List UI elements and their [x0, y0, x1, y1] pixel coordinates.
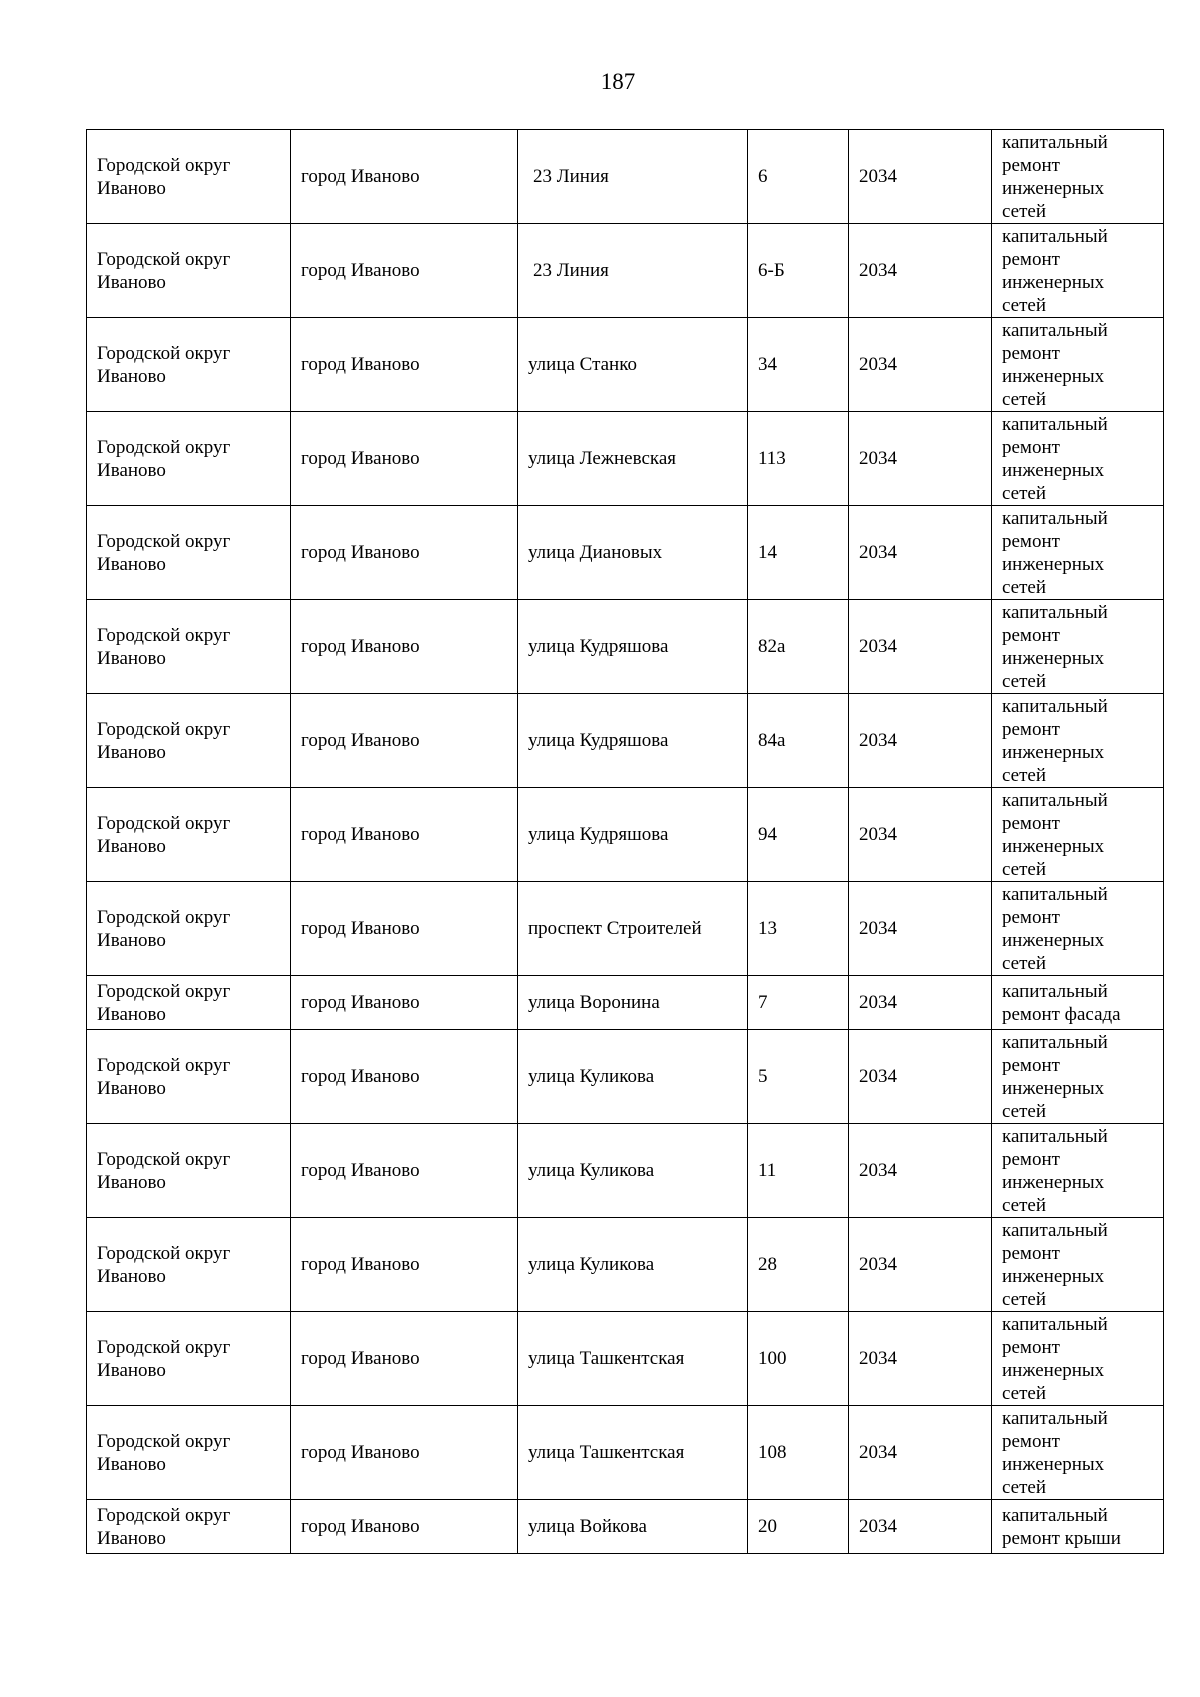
district-text: Городской округ Иваново [97, 1430, 231, 1475]
table-row [87, 224, 1164, 318]
work-type-text: капитальный ремонт инженерных сетей [1002, 1031, 1108, 1122]
work-type-text: капитальный ремонт инженерных сетей [1002, 789, 1108, 880]
cell-district [87, 318, 291, 412]
work-type-text: капитальный ремонт инженерных сетей [1002, 131, 1108, 222]
cell-work-type [992, 976, 1164, 1030]
district-text: Городской округ Иваново [97, 906, 231, 951]
cell-district [87, 506, 291, 600]
cell-district [87, 882, 291, 976]
cell-year: 2034 [849, 1030, 992, 1124]
cell-work-type [992, 788, 1164, 882]
district-text: Городской округ Иваново [97, 1054, 231, 1099]
cell-street: улица Станко [518, 318, 748, 412]
district-text: Городской округ Иваново [97, 436, 231, 481]
cell-year: 2034 [849, 224, 992, 318]
work-type-text: капитальный ремонт инженерных сетей [1002, 695, 1108, 786]
table-body [87, 130, 1164, 1554]
cell-city: город Иваново [291, 788, 518, 882]
cell-year: 2034 [849, 1218, 992, 1312]
table-row [87, 1030, 1164, 1124]
table-row [87, 694, 1164, 788]
cell-house-number: 28 [748, 1218, 849, 1312]
cell-city: город Иваново [291, 130, 518, 224]
cell-work-type [992, 1218, 1164, 1312]
table-row [87, 506, 1164, 600]
table-row [87, 1406, 1164, 1500]
cell-work-type [992, 1500, 1164, 1554]
cell-district [87, 224, 291, 318]
cell-work-type [992, 1406, 1164, 1500]
table-row [87, 600, 1164, 694]
work-type-text: капитальный ремонт инженерных сетей [1002, 1219, 1108, 1310]
cell-district [87, 1312, 291, 1406]
cell-house-number: 11 [748, 1124, 849, 1218]
cell-year: 2034 [849, 694, 992, 788]
cell-street: улица Куликова [518, 1030, 748, 1124]
cell-city: город Иваново [291, 976, 518, 1030]
cell-district [87, 600, 291, 694]
cell-street: улица Диановых [518, 506, 748, 600]
cell-house-number: 5 [748, 1030, 849, 1124]
table-row [87, 788, 1164, 882]
table-row [87, 1500, 1164, 1554]
cell-year: 2034 [849, 1500, 992, 1554]
district-text: Городской округ Иваново [97, 812, 231, 857]
cell-district [87, 1406, 291, 1500]
cell-street: улица Ташкентская [518, 1312, 748, 1406]
cell-house-number: 13 [748, 882, 849, 976]
cell-district [87, 788, 291, 882]
cell-street: улица Кудряшова [518, 694, 748, 788]
cell-year: 2034 [849, 788, 992, 882]
cell-work-type [992, 224, 1164, 318]
district-text: Городской округ Иваново [97, 980, 231, 1025]
district-text: Городской округ Иваново [97, 1504, 231, 1549]
work-type-text: капитальный ремонт инженерных сетей [1002, 413, 1108, 504]
cell-city: город Иваново [291, 1312, 518, 1406]
cell-district [87, 694, 291, 788]
cell-work-type [992, 694, 1164, 788]
cell-year: 2034 [849, 1124, 992, 1218]
table-row [87, 318, 1164, 412]
repair-schedule-table [86, 129, 1164, 1554]
cell-house-number: 14 [748, 506, 849, 600]
cell-street: 23 Линия [518, 130, 748, 224]
cell-house-number: 82а [748, 600, 849, 694]
cell-street: улица Кудряшова [518, 788, 748, 882]
cell-district [87, 130, 291, 224]
work-type-text: капитальный ремонт инженерных сетей [1002, 883, 1108, 974]
cell-year: 2034 [849, 976, 992, 1030]
cell-street: улица Войкова [518, 1500, 748, 1554]
district-text: Городской округ Иваново [97, 154, 231, 199]
cell-year: 2034 [849, 600, 992, 694]
cell-work-type [992, 1030, 1164, 1124]
cell-work-type [992, 1124, 1164, 1218]
cell-house-number: 108 [748, 1406, 849, 1500]
work-type-text: капитальный ремонт инженерных сетей [1002, 1125, 1108, 1216]
work-type-text: капитальный ремонт фасада [1002, 980, 1121, 1025]
table-row [87, 882, 1164, 976]
cell-year: 2034 [849, 412, 992, 506]
cell-street: улица Ташкентская [518, 1406, 748, 1500]
cell-city: город Иваново [291, 506, 518, 600]
cell-city: город Иваново [291, 1030, 518, 1124]
cell-house-number: 7 [748, 976, 849, 1030]
district-text: Городской округ Иваново [97, 718, 231, 763]
cell-year: 2034 [849, 882, 992, 976]
cell-year: 2034 [849, 506, 992, 600]
cell-house-number: 100 [748, 1312, 849, 1406]
cell-street: улица Воронина [518, 976, 748, 1030]
cell-street: улица Кудряшова [518, 600, 748, 694]
cell-year: 2034 [849, 1312, 992, 1406]
cell-city: город Иваново [291, 882, 518, 976]
page-number: 187 [600, 69, 636, 94]
district-text: Городской округ Иваново [97, 1242, 231, 1287]
cell-house-number: 94 [748, 788, 849, 882]
cell-city: город Иваново [291, 1218, 518, 1312]
cell-city: город Иваново [291, 1406, 518, 1500]
cell-year: 2034 [849, 1406, 992, 1500]
work-type-text: капитальный ремонт инженерных сетей [1002, 1407, 1108, 1498]
cell-district [87, 1218, 291, 1312]
cell-work-type [992, 130, 1164, 224]
table-row [87, 976, 1164, 1030]
district-text: Городской округ Иваново [97, 530, 231, 575]
cell-city: город Иваново [291, 1500, 518, 1554]
table-row [87, 1312, 1164, 1406]
cell-city: город Иваново [291, 412, 518, 506]
cell-street: проспект Строителей [518, 882, 748, 976]
work-type-text: капитальный ремонт крыши [1002, 1504, 1121, 1549]
cell-house-number: 113 [748, 412, 849, 506]
cell-house-number: 84а [748, 694, 849, 788]
cell-work-type [992, 600, 1164, 694]
cell-year: 2034 [849, 318, 992, 412]
district-text: Городской округ Иваново [97, 624, 231, 669]
cell-street: улица Лежневская [518, 412, 748, 506]
cell-street: 23 Линия [518, 224, 748, 318]
work-type-text: капитальный ремонт инженерных сетей [1002, 507, 1108, 598]
cell-work-type [992, 506, 1164, 600]
cell-district [87, 1500, 291, 1554]
cell-district [87, 976, 291, 1030]
cell-work-type [992, 882, 1164, 976]
cell-street: улица Куликова [518, 1218, 748, 1312]
work-type-text: капитальный ремонт инженерных сетей [1002, 601, 1108, 692]
cell-work-type [992, 412, 1164, 506]
cell-city: город Иваново [291, 224, 518, 318]
cell-house-number: 6-Б [748, 224, 849, 318]
cell-house-number: 6 [748, 130, 849, 224]
district-text: Городской округ Иваново [97, 1148, 231, 1193]
cell-district [87, 1030, 291, 1124]
table-row [87, 412, 1164, 506]
district-text: Городской округ Иваново [97, 248, 231, 293]
cell-city: город Иваново [291, 318, 518, 412]
work-type-text: капитальный ремонт инженерных сетей [1002, 1313, 1108, 1404]
district-text: Городской округ Иваново [97, 1336, 231, 1381]
cell-city: город Иваново [291, 600, 518, 694]
cell-house-number: 34 [748, 318, 849, 412]
table-row [87, 1124, 1164, 1218]
cell-year: 2034 [849, 130, 992, 224]
cell-work-type [992, 318, 1164, 412]
cell-work-type [992, 1312, 1164, 1406]
cell-district [87, 1124, 291, 1218]
cell-district [87, 412, 291, 506]
table-row [87, 1218, 1164, 1312]
cell-city: город Иваново [291, 1124, 518, 1218]
work-type-text: капитальный ремонт инженерных сетей [1002, 225, 1108, 316]
district-text: Городской округ Иваново [97, 342, 231, 387]
table-row [87, 130, 1164, 224]
cell-house-number: 20 [748, 1500, 849, 1554]
cell-city: город Иваново [291, 694, 518, 788]
cell-street: улица Куликова [518, 1124, 748, 1218]
work-type-text: капитальный ремонт инженерных сетей [1002, 319, 1108, 410]
